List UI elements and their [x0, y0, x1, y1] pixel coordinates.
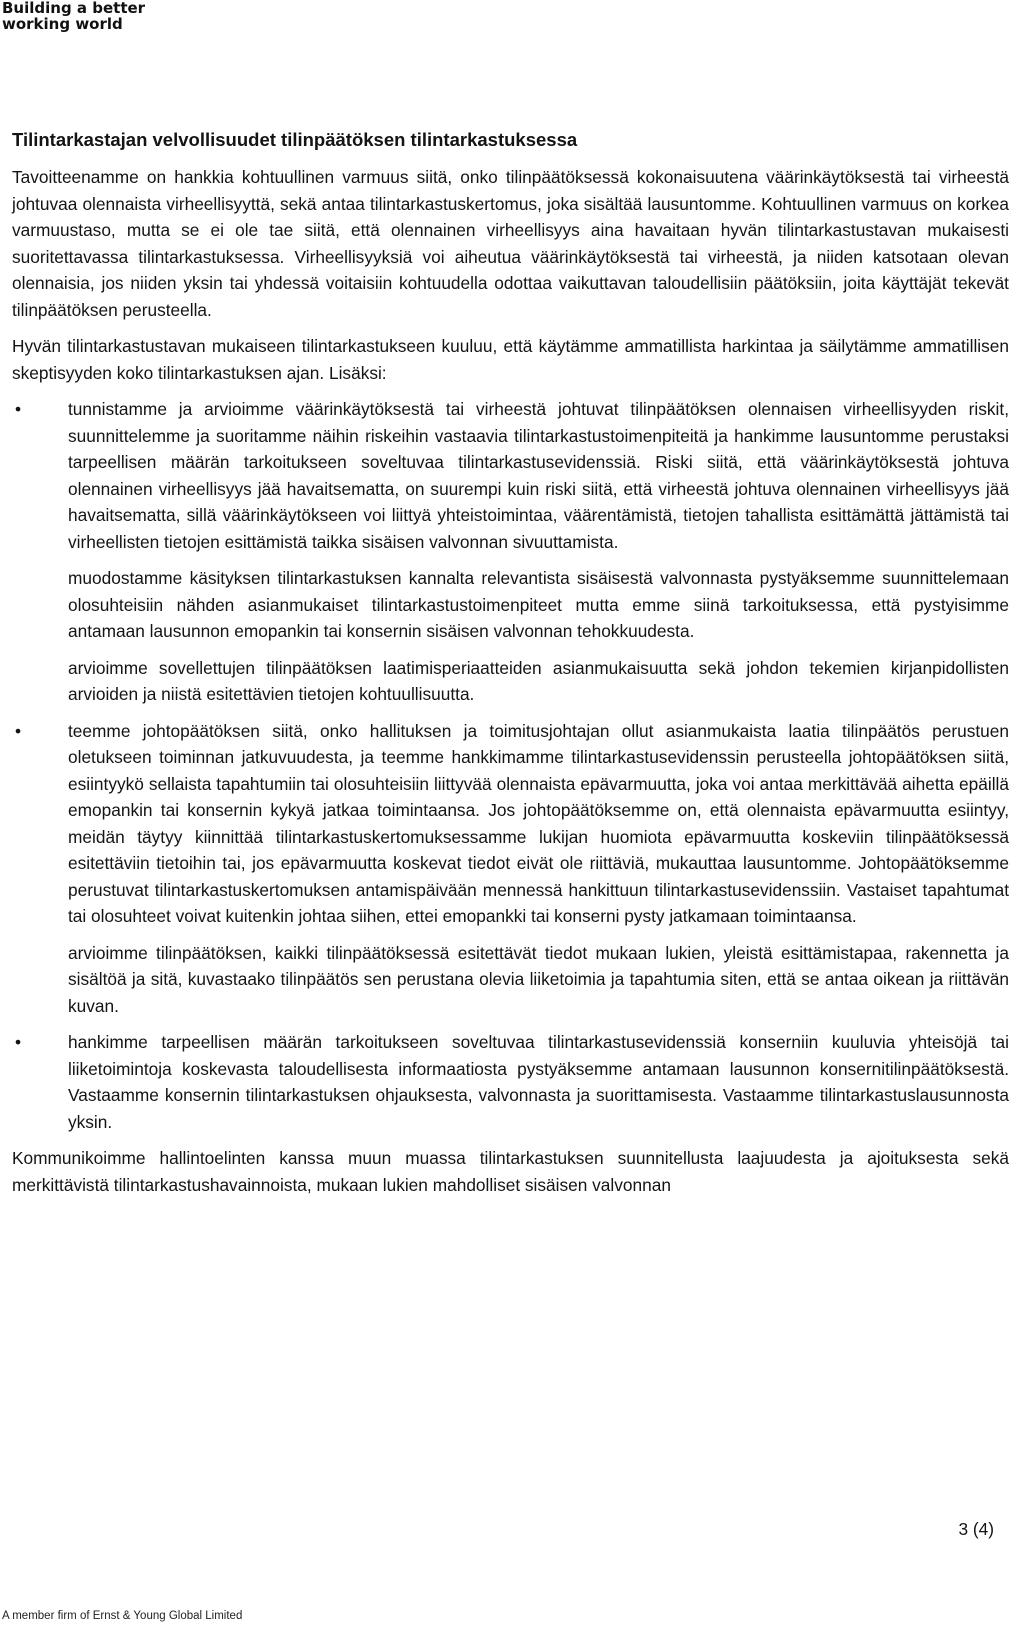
- list-item-text: muodostamme käsityksen tilintarkastuksen kannalta relevantista sisäisestä valvonnasta pystyäksemme suunnittelemaan olosuhteisiin nähden asianmukaiset tilintarkastustoimenpiteet mutta emme siinä tarkoituksessa, että pystyisimme antamaan lausunnon emopankin tai konsernin sisäisen valvonnan tehokkuudesta.: [68, 568, 1009, 641]
- paragraph-communication: Kommunikoimme hallintoelinten kanssa muun muassa tilintarkastuksen suunnitellusta laajuudesta ja ajoituksesta sekä merkittävistä tilintarkastushavainnoista, mukaan lukien mahdolliset sisäisen valvonnan: [12, 1148, 1009, 1195]
- section-heading: Tilintarkastajan velvollisuudet tilinpäätöksen tilintarkastuksessa: [12, 129, 578, 150]
- list-item-text: arvioimme sovellettujen tilinpäätöksen laatimisperiaatteiden asianmukaisuutta sekä johdon tekemien kirjanpidollisten arvioiden ja niistä esitettävien tietojen kohtuullisuutta.: [68, 657, 1009, 704]
- list-item-text: arvioimme tilinpäätöksen, kaikki tilinpäätöksessä esitettävät tiedot mukaan lukien, yleistä esittämistapaa, rakennetta ja sisältöä ja sitä, kuvastaako tilinpäätös sen perustana olevia liiketoimia ja tapahtumia siten, että se antaa oikean ja riittävän kuvan.: [68, 942, 1009, 1016]
- bullet-marker: •: [14, 399, 22, 419]
- list-item: [12, 718, 1009, 930]
- list-item: [12, 940, 1009, 1020]
- page-number: 3 (4): [958, 1519, 994, 1539]
- list-item-text: teemme johtopäätöksen siitä, onko hallituksen ja toimitusjohtajan ollut asianmukaista laatia tilinpäätös perustuen oletukseen toiminnan jatkuvuudesta, ja teemme hankkimamme tilintarkastusevidenssin perusteella johtopäätöksen siitä, esiintyykö sellaista tapahtumiin tai olosuhteisiin liittyvää olennaista epävarmuutta, joka voi antaa merkittävää aihetta epäillä emopankin tai konsernin kykyä jatkaa toimintaansa. Jos johtopäätöksemme on, että olennaista epävarmuutta esiintyy, meidän täytyy kiinnittää tilintarkastuskertomuksessamme lukijan huomiota epävarmuutta koskeviin tilinpäätöksessä esitettäviin tietoihin tai, jos epävarmuutta koskevat tiedot eivät ole riittäviä, mukauttaa lausuntomme. Johtopäätöksemme perustuvat tilintarkastuskertomuksen antamispäivään mennessä hankittuun tilintarkastusevidenssiin. Vastaiset tapahtumat tai olosuhteet voivat kuitenkin johtaa siihen, ettei emopankki tai konserni pysty jatkamaan toimintaansa.: [68, 720, 1009, 926]
- list-item: [12, 1029, 1009, 1135]
- bullet-marker: •: [14, 720, 22, 741]
- list-item: [12, 655, 1009, 708]
- footer-note: A member firm of Ernst & Young Global Limited: [2, 1610, 243, 1622]
- brand-tagline: [2, 0, 145, 32]
- list-item-text: hankimme tarpeellisen määrän tarkoitukseen soveltuvaa tilintarkastusevidenssiä konserniin kuuluvia yhteisöjä tai liiketoimintoja koskevasta taloudellisesta informaatiosta pystyäksemme antamaan lausunnon konsernitilinpäätöksestä. Vastaamme konsernin tilintarkastuksen ohjauksesta, valvonnasta ja suorittamisesta. Vastaamme tilintarkastuslausunnosta yksin.: [68, 1032, 1009, 1132]
- brand-line-1: Building a better: [2, 0, 146, 17]
- document-body: [12, 128, 1009, 1208]
- paragraph-objectives: Tavoitteenamme on hankkia kohtuullinen varmuus siitä, onko tilinpäätöksessä kokonaisuutena väärinkäytöksestä tai virheestä johtuvaa olennaista virheellisyyttä, sekä antaa tilintarkastuskertomus, joka sisältää lausuntomme. Kohtuullinen varmuus on korkea varmuustaso, mutta se ei ole tae siitä, että olennainen virheellisyys aina havaitaan hyvän tilintarkastustavan mukaisesti suoritettavassa tilintarkastuksessa. Virheellisyyksiä voi aiheutua väärinkäytöksestä tai virheestä, ja niiden katsotaan olevan olennaisia, jos niiden yksin tai yhdessä voitaisiin kohtuudella odottaa vaikuttavan taloudellisiin päätöksiin, joita käyttäjät tekevät tilinpäätöksen perusteella.: [12, 167, 1009, 320]
- list-item: [12, 396, 1009, 555]
- list-item: [12, 565, 1009, 645]
- bullet-marker: •: [14, 1032, 22, 1052]
- list-item-text: tunnistamme ja arvioimme väärinkäytöksestä tai virheestä johtuvat tilinpäätöksen olennaisen virheellisyyden riskit, suunnittelemme ja suoritamme näihin riskeihin vastaavia tilintarkastustoimenpiteitä ja hankimme lausuntomme perustaksi tarpeellisen määrän tarkoitukseen soveltuvaa tilintarkastusevidenssiä. Riski siitä, että väärinkäytöksestä johtuva olennainen virheellisyys jää havaitsematta, on suurempi kuin riski siitä, että virheestä johtuva olennainen virheellisyys jää havaitsematta, sillä väärinkäytökseen voi liittyä yhteistoimintaa, väärentämistä, tietojen tahallista esittämättä jättämistä tai virheellisten tietojen esittämistä taikka sisäisen valvonnan sivuuttamista.: [68, 399, 1009, 552]
- brand-line-2: working world: [2, 15, 123, 33]
- responsibilities-list: [12, 396, 1009, 1135]
- paragraph-audit-approach: Hyvän tilintarkastustavan mukaiseen tilintarkastukseen kuuluu, että käytämme ammatillista harkintaa ja säilytämme ammatillisen skeptisyyden koko tilintarkastuksen ajan. Lisäksi:: [12, 336, 1009, 383]
